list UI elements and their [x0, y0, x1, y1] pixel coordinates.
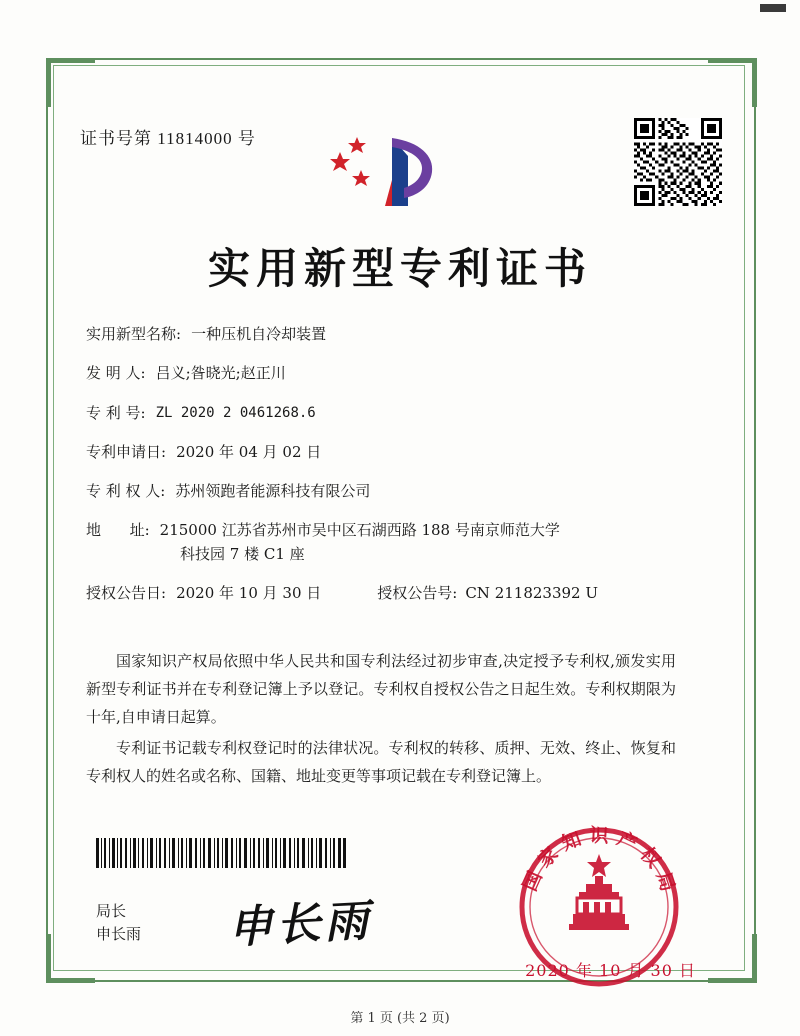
scanner-corner-mark [760, 4, 786, 12]
field-value-address-line1: 215000 江苏省苏州市吴中区石湖西路 188 号南京师范大学 [159, 521, 560, 540]
field-label-address: 地 址: [86, 521, 150, 540]
seal-date: 2020 年 10 月 30 日 [525, 961, 696, 980]
border-corner-top-left [46, 58, 95, 107]
border-corner-bottom-left [46, 934, 95, 983]
field-row-invention-name [86, 326, 726, 343]
field-row-patent-number [86, 405, 726, 422]
signature-title-name: 申长雨 [96, 924, 142, 943]
barcode [96, 838, 346, 868]
field-value-patentee: 苏州领跑者能源科技有限公司 [175, 482, 371, 500]
qr-code [634, 118, 722, 206]
page-title: 实用新型专利证书 [207, 244, 592, 293]
field-value-application-date: 2020 年 04 月 02 日 [176, 442, 322, 461]
field-value-invention-name: 一种压机自冷却装置 [191, 325, 327, 343]
field-row-application-date [86, 444, 726, 461]
legal-paragraph-1: 国家知识产权局依照中华人民共和国专利法经过初步审查,决定授予专利权,颁发实用新型专利证书并在专利登记簿上予以登记。专利权自授权公告之日起生效。专利权期限为十年,自申请日起算。 [86, 652, 676, 726]
patent-fields [86, 326, 726, 624]
field-label-grant-date: 授权公告日: [86, 583, 167, 602]
border-corner-top-right [708, 58, 757, 107]
signature-title [96, 900, 141, 945]
field-label-inventors: 发 明 人: [86, 364, 146, 383]
field-value-address-line2: 科技园 7 楼 C1 座 [180, 544, 305, 563]
field-value-grant-number: CN 211823392 U [465, 583, 598, 602]
certificate-number: 证书号第 11814000 号 [80, 129, 256, 148]
field-label-patentee: 专 利 权 人: [86, 482, 166, 500]
field-row-inventors [86, 365, 726, 382]
handwritten-signature: 申长雨 [226, 895, 374, 954]
field-label-invention-name: 实用新型名称: [86, 325, 182, 343]
field-row-address [86, 522, 726, 563]
field-label-patent-number: 专 利 号: [86, 403, 146, 422]
field-row-patentee [86, 483, 726, 500]
signature-title-role: 局长 [96, 902, 127, 920]
page-footer: 第 1 页 (共 2 页) [350, 1011, 450, 1026]
legal-paragraph-2: 专利证书记载专利权登记时的法律状况。专利权的转移、质押、无效、终止、恢复和专利权人的姓名或名称、国籍、地址变更等事项记载在专利登记簿上。 [86, 739, 676, 785]
svg-text:国家知识产权局: 国家知识产权局 [518, 824, 681, 901]
field-label-application-date: 专利申请日: [86, 442, 167, 461]
legal-text [86, 648, 676, 795]
cnipa-logo-icon [330, 118, 460, 213]
field-value-grant-date: 2020 年 10 月 30 日 [176, 583, 322, 602]
field-label-grant-number: 授权公告号: [377, 583, 458, 602]
field-value-inventors: 吕义;昝晓光;赵正川 [155, 364, 286, 383]
border-corner-bottom-right [708, 934, 757, 983]
field-row-grant [86, 585, 726, 602]
field-value-patent-number: ZL 2020 2 0461268.6 [155, 404, 316, 421]
